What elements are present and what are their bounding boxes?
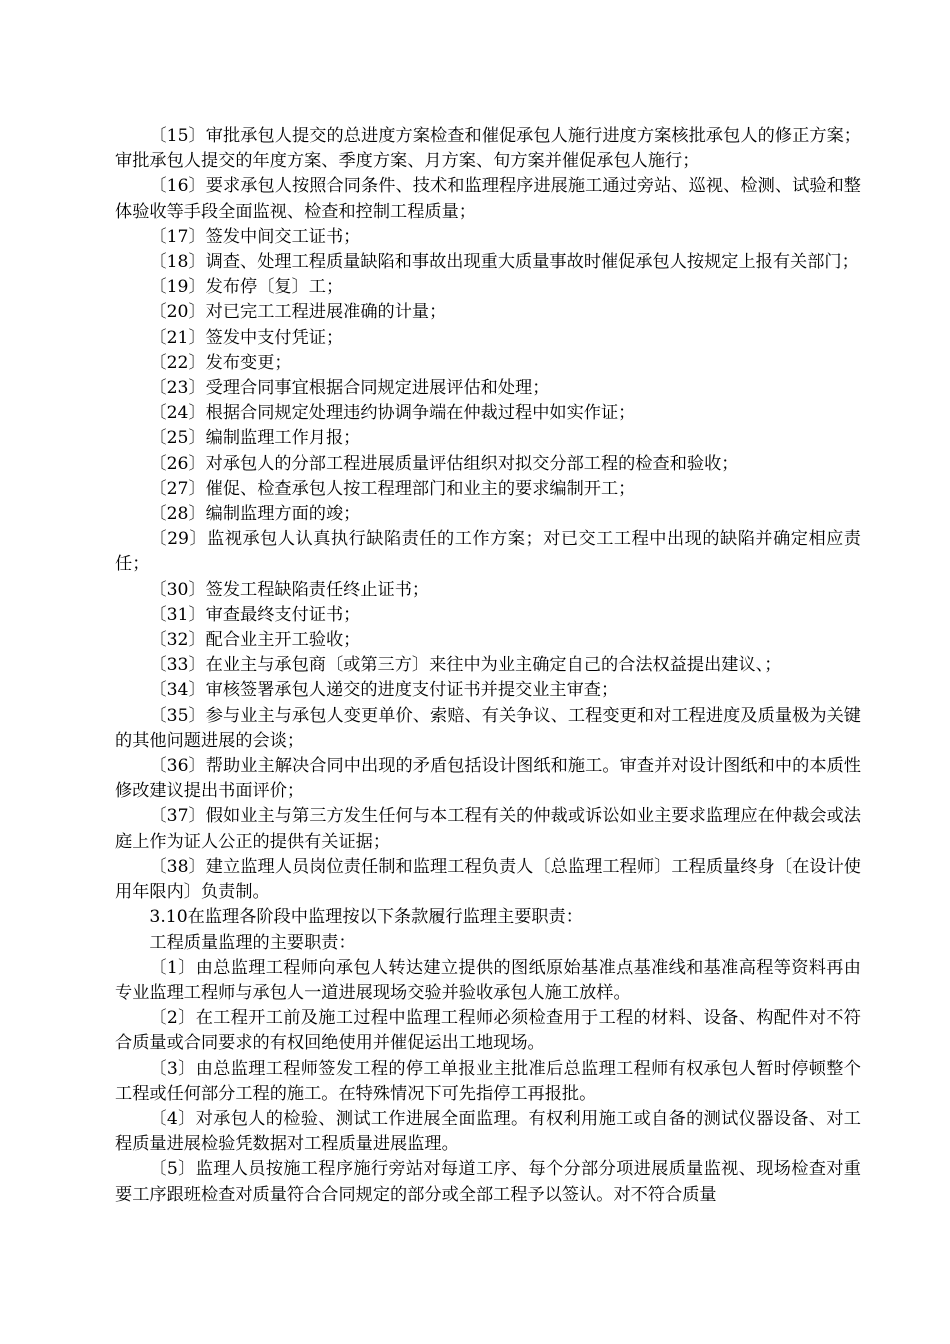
document-page bbox=[115, 124, 861, 1208]
quality-item-1: 〔1〕由总监理工程师向承包人转达建立提供的图纸原始基准点基准线和基准高程等资料再由专业监理工程师与承包人一道进展现场交验并验收承包人施工放样。 bbox=[115, 957, 861, 1003]
paragraph-35: 〔35〕参与业主与承包人变更单价、索赔、有关争议、工程变更和对工程进度及质量极为关键的其他问题进展的会谈； bbox=[115, 705, 861, 751]
paragraph-36: 〔36〕帮助业主解决合同中出现的矛盾包括设计图纸和施工。审查并对设计图纸和中的本质性修改建议提出书面评价； bbox=[115, 756, 861, 802]
paragraph-19: 〔19〕发布停〔复〕工； bbox=[149, 277, 344, 298]
paragraph-24: 〔24〕根据合同规定处理违约协调争端在仲裁过程中如实作证； bbox=[149, 403, 636, 424]
paragraph-25: 〔25〕编制监理工作月报； bbox=[149, 428, 361, 449]
paragraph-21: 〔21〕签发中支付凭证； bbox=[149, 327, 344, 348]
paragraph-28: 〔28〕编制监理方面的竣； bbox=[149, 504, 361, 525]
subheading-quality-duties: 工程质量监理的主要职责： bbox=[149, 932, 356, 953]
paragraph-20: 〔20〕对已完工工程进展准确的计量； bbox=[149, 302, 447, 323]
quality-item-3: 〔3〕由总监理工程师签发工程的停工单报业主批准后总监理工程师有权承包人暂时停顿整个工程或任何部分工程的施工。在特殊情况下可先指停工再报批。 bbox=[115, 1058, 861, 1104]
paragraph-15: 〔15〕审批承包人提交的总进度方案检查和催促承包人施行进度方案核批承包人的修正方案；审批承包人提交的年度方案、季度方案、月方案、旬方案并催促承包人施行； bbox=[115, 126, 861, 172]
paragraph-23: 〔23〕受理合同事宜根据合同规定进展评估和处理； bbox=[149, 378, 550, 399]
paragraph-18: 〔18〕调查、处理工程质量缺陷和事故出现重大质量事故时催促承包人按规定上报有关部门； bbox=[149, 252, 859, 273]
paragraph-31: 〔31〕审查最终支付证书； bbox=[149, 604, 361, 625]
section-heading-3-10: 3.10在监理各阶段中监理按以下条款履行监理主要职责： bbox=[149, 907, 583, 928]
paragraph-37: 〔37〕假如业主与第三方发生任何与本工程有关的仲裁或诉讼如业主要求监理应在仲裁会或法庭上作为证人公正的提供有关证据； bbox=[115, 806, 861, 852]
paragraph-22: 〔22〕发布变更； bbox=[149, 352, 292, 373]
paragraph-30: 〔30〕签发工程缺陷责任终止证书； bbox=[149, 579, 430, 600]
paragraph-17: 〔17〕签发中间交工证书； bbox=[149, 226, 361, 247]
paragraph-27: 〔27〕催促、检查承包人按工程理部门和业主的要求编制开工； bbox=[149, 478, 636, 499]
paragraph-29: 〔29〕监视承包人认真执行缺陷责任的工作方案；对已交工工程中出现的缺陷并确定相应责任； bbox=[115, 529, 861, 575]
quality-item-5: 〔5〕监理人员按施工程序施行旁站对每道工序、每个分部分项进展质量监视、现场检查对重要工序跟班检查对质量符合合同规定的部分或全部工程予以签认。对不符合质量 bbox=[115, 1159, 861, 1205]
quality-item-2: 〔2〕在工程开工前及施工过程中监理工程师必须检查用于工程的材料、设备、构配件对不符合质量或合同要求的有权回绝使用并催促运出工地现场。 bbox=[115, 1008, 861, 1054]
paragraph-16: 〔16〕要求承包人按照合同条件、技术和监理程序进展施工通过旁站、巡视、检测、试验和整体验收等手段全面监视、检查和控制工程质量； bbox=[115, 176, 861, 222]
quality-item-4: 〔4〕对承包人的检验、测试工作进展全面监理。有权利用施工或自备的测试仪器设备、对工程质量进展检验凭数据对工程质量进展监理。 bbox=[115, 1108, 861, 1155]
paragraph-34: 〔34〕审核签署承包人递交的进度支付证书并提交业主审查； bbox=[149, 680, 619, 701]
paragraph-38: 〔38〕建立监理人员岗位责任制和监理工程负责人〔总监理工程师〕工程质量终身〔在设计使用年限内〕负责制。 bbox=[115, 856, 861, 903]
paragraph-26: 〔26〕对承包人的分部工程进展质量评估组织对拟交分部工程的检查和验收； bbox=[149, 453, 739, 474]
paragraph-32: 〔32〕配合业主开工验收； bbox=[149, 630, 361, 651]
paragraph-33: 〔33〕在业主与承包商〔或第三方〕来往中为业主确定自己的合法权益提出建议、； bbox=[149, 655, 782, 676]
